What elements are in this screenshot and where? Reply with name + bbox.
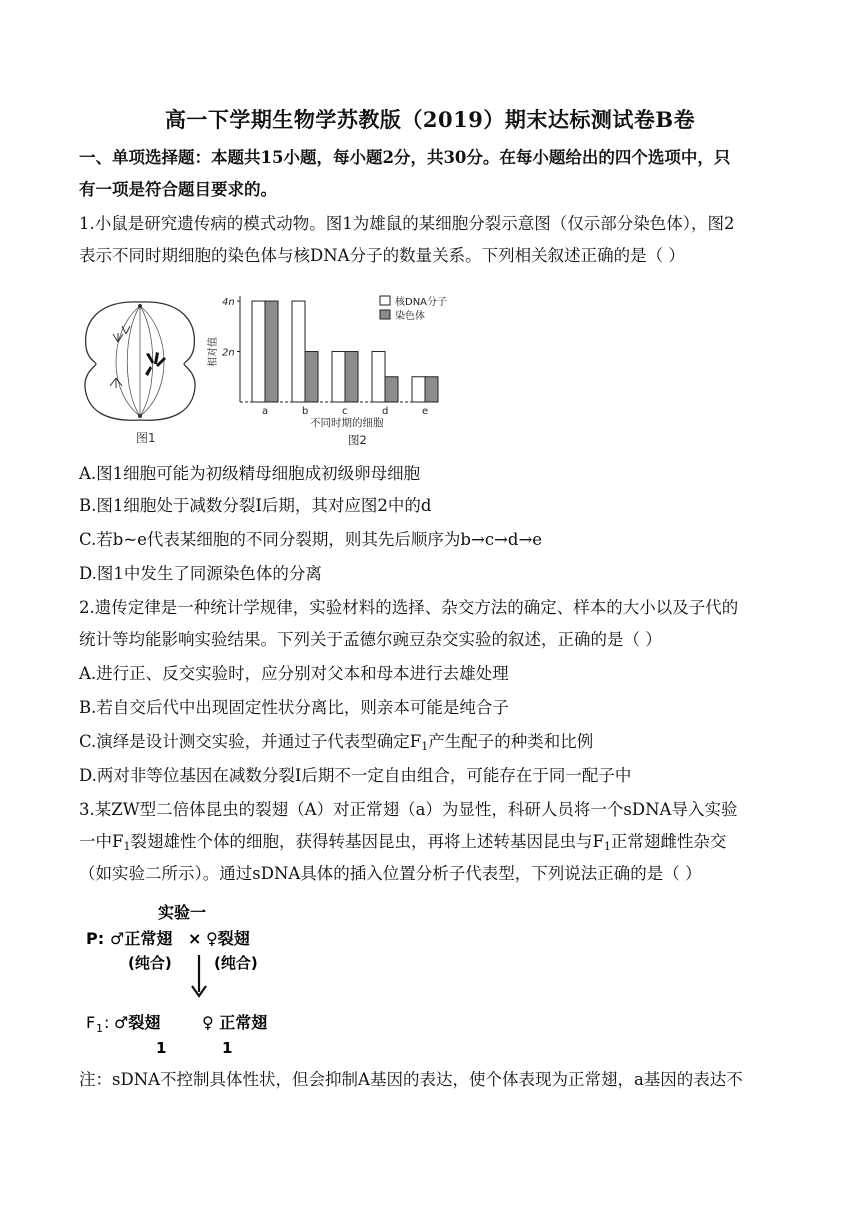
x-tick-label: e <box>422 406 429 417</box>
experiment-title: 实验一 <box>158 903 207 922</box>
f1-colon: : <box>104 1013 110 1032</box>
f1-male: ♂裂翅 <box>114 1013 161 1032</box>
female-parent: ♀裂翅 <box>206 929 250 948</box>
q3-stem-line3: （如实验二所示）。通过sDNA具体的插入位置分析子代表型，下列说法正确的是（ ） <box>79 864 702 883</box>
f1-ratio-2: 1 <box>222 1039 233 1057</box>
q3-stem-line2 <box>79 830 789 859</box>
bar-d-chromosome <box>385 377 398 402</box>
male-parent: ♂正常翅 <box>110 929 173 948</box>
legend-swatch <box>380 296 390 305</box>
q2-option-a: A.进行正、反交实验时，应分别对父本和母本进行去雄处理 <box>79 664 509 683</box>
q2-option-c-part1: C.演绎是设计测交实验，并通过子代表型确定F <box>79 732 422 751</box>
legend-swatch <box>380 310 390 319</box>
f1-female: ♀ 正常翅 <box>202 1013 268 1032</box>
f1-ratio-1: 1 <box>156 1039 167 1057</box>
q2-option-c-subscript: 1 <box>421 740 429 753</box>
figure-2-bar-chart <box>200 290 480 448</box>
pure-note-2: (纯合) <box>214 954 258 972</box>
figure-1-label: 图1 <box>136 431 156 445</box>
q1-option-a: A.图1细胞可能为初级精母细胞成初级卵母细胞 <box>79 464 421 483</box>
legend-entry: 核DNA分子 <box>395 297 448 308</box>
bar-a-chromosome <box>265 301 278 402</box>
section-heading-line2: 有一项是符合题目要求的。 <box>79 180 277 199</box>
bar-b-dna <box>292 301 305 402</box>
page-title: 高一下学期生物学苏教版（2019）期末达标测试卷B卷 <box>164 107 696 132</box>
f1-label: F <box>86 1013 96 1032</box>
x-tick-label: a <box>262 406 269 417</box>
bar-c-chromosome <box>345 352 358 402</box>
q3-stem-line2-part1: 一中F <box>79 832 124 851</box>
q3-stem-line2-part3: 正常翅雌性杂交 <box>610 832 727 851</box>
q3-stem-line2-part2: 裂翅雄性个体的细胞，获得转基因昆虫，再将上述转基因昆虫与F <box>130 832 604 851</box>
x-axis-label: 不同时期的细胞 <box>310 417 384 429</box>
bar-e-dna <box>412 377 425 402</box>
bar-d-dna <box>372 352 385 402</box>
bar-b-chromosome <box>305 352 318 402</box>
x-tick-label: c <box>342 406 348 417</box>
q2-stem-line2: 统计等均能影响实验结果。下列关于孟德尔豌豆杂交实验的叙述，正确的是（ ） <box>79 630 662 649</box>
bar-c-dna <box>332 352 345 402</box>
legend-entry: 染色体 <box>395 311 425 322</box>
q2-option-c <box>79 730 789 759</box>
bar-e-chromosome <box>425 377 438 402</box>
cross-symbol: × <box>188 929 202 948</box>
q3-note: 注：sDNA不控制具体性状，但会抑制A基因的表达，使个体表现为正常翅，a基因的表达不 <box>79 1070 743 1089</box>
q1-option-c: C.若b~e代表某细胞的不同分裂期，则其先后顺序为b→c→d→e <box>79 530 543 549</box>
chart-title: 图2 <box>348 433 367 447</box>
y-tick-label: 2n <box>222 347 235 359</box>
q1-option-d: D.图1中发生了同源染色体的分离 <box>79 564 322 583</box>
x-tick-label: b <box>302 406 309 417</box>
pure-note-1: (纯合) <box>128 954 172 972</box>
figure-1-cell-diagram <box>78 292 203 447</box>
f1-subscript: 1 <box>96 1022 103 1035</box>
q1-stem-line1: 1.小鼠是研究遗传病的模式动物。图1为雄鼠的某细胞分裂示意图（仅示部分染色体），图2 <box>79 214 735 233</box>
section-heading-line1: 一、单项选择题：本题共15小题，每小题2分，共30分。在每小题给出的四个选项中，只 <box>79 148 731 167</box>
q3-stem-line2-sub1: 1 <box>123 840 131 853</box>
q2-option-b: B.若自交后代中出现固定性状分离比，则亲本可能是纯合子 <box>79 698 509 717</box>
q1-stem-line2: 表示不同时期细胞的染色体与核DNA分子的数量关系。下列相关叙述正确的是（ ） <box>79 246 685 265</box>
q2-option-c-part2: 产生配子的种类和比例 <box>428 732 594 751</box>
y-axis-label: 相对值 <box>208 337 219 367</box>
q3-stem-line2-sub2: 1 <box>603 840 611 853</box>
q2-stem-line1: 2.遗传定律是一种统计学规律，实验材料的选择、杂交方法的确定、样本的大小以及子代的 <box>79 598 739 617</box>
parent-label: P: <box>86 929 105 948</box>
q3-stem-line1: 3.某ZW型二倍体昆虫的裂翅（A）对正常翅（a）为显性，科研人员将一个sDNA导入实验 <box>79 800 738 819</box>
experiment-1-diagram <box>84 900 304 1058</box>
q2-option-d: D.两对非等位基因在减数分裂Ⅰ后期不一定自由组合，可能存在于同一配子中 <box>79 766 632 785</box>
bar-a-dna <box>252 301 265 402</box>
y-tick-label: 4n <box>222 297 235 309</box>
q1-option-b: B.图1细胞处于减数分裂Ⅰ后期，其对应图2中的d <box>79 496 432 515</box>
x-tick-label: d <box>382 406 389 417</box>
